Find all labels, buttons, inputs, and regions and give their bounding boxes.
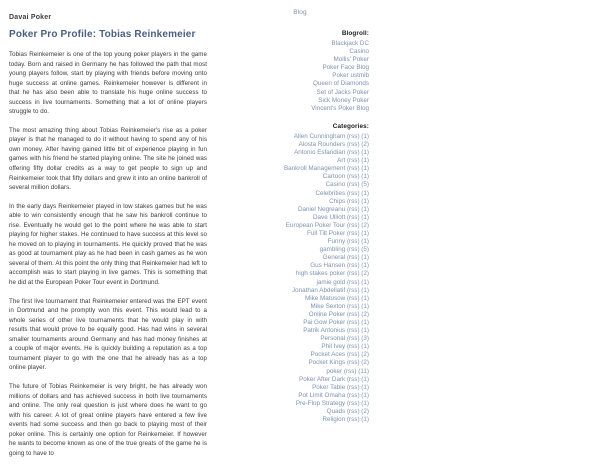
category-link[interactable]: high stakes poker [295,270,346,278]
category-link[interactable]: Casino [325,181,346,189]
category-link[interactable]: Phil Ivey [321,343,346,351]
category-item [243,165,369,173]
category-link[interactable]: Celebrities [315,189,346,197]
site-title: Davai Poker [9,14,52,21]
sidebar [243,30,369,434]
category-count: (1) [361,132,369,140]
category-count: (2) [361,408,369,416]
category-rss-link[interactable]: (rss) [346,246,360,254]
category-rss-link[interactable]: (rss) [346,343,360,351]
blogroll-item [243,72,369,80]
category-item [243,238,369,246]
category-rss-link[interactable]: (rss) [346,173,360,181]
category-count: (1) [361,189,369,197]
category-rss-link[interactable]: (rss) [346,270,360,278]
category-item [243,287,369,295]
category-rss-link[interactable]: (rss) [346,213,360,221]
post-paragraph: The future of Tobias Reinkemeier is very bright, he has already won millions of dollars and has achieved success in both live tournaments and online. The only real question is just where does he want to go with his career. A lot of great online players have entered a few live events had some success and then go back to playing most of their poker online. This is certainly one option for Reinkemeier. If however he wants to become known as one of the true greats of the game he is going to have to [9,382,207,457]
blogroll-item [243,48,369,56]
post-body [9,50,207,458]
category-rss-link[interactable]: (rss) [346,416,360,424]
category-rss-link[interactable]: (rss) [346,165,360,173]
category-item [243,173,369,181]
category-link[interactable]: gambling [319,246,346,254]
category-count: (1) [361,294,369,302]
category-item [243,392,369,400]
nav-link-blog[interactable]: Blog [293,9,307,16]
category-link[interactable]: Antonio Esfandiari [294,149,346,157]
category-count: (1) [361,327,369,335]
blogroll-link[interactable]: Mollis' Poker [333,56,369,64]
category-link[interactable]: Full Tilt Poker [307,229,346,237]
category-item [243,359,369,367]
category-count: (1) [361,213,369,221]
category-count: (2) [361,359,369,367]
category-count: (1) [361,197,369,205]
category-rss-link[interactable]: (rss) [346,391,360,399]
category-link[interactable]: Pre-Flop Strategy [295,399,346,407]
category-item [243,190,369,198]
blogroll-item [243,89,369,97]
category-item [243,303,369,311]
blogroll-link[interactable]: Poker Face Blog [322,64,369,72]
category-link[interactable]: Poker After Dark [299,375,346,383]
top-navigation [0,0,600,19]
category-link[interactable]: Patrik Antonius [303,327,346,335]
category-link[interactable]: Quads [326,408,346,416]
blogroll-item [243,64,369,72]
category-rss-link[interactable]: (rss) [346,383,360,391]
category-rss-link[interactable]: (rss) [346,286,360,294]
category-item [243,157,369,165]
category-item [243,254,369,262]
category-item [243,416,369,424]
blogroll-list [243,40,369,113]
blogroll-link[interactable]: Set of Jacks Poker [316,88,369,96]
category-item [243,400,369,408]
category-count: (1) [361,383,369,391]
category-rss-link[interactable]: (rss) [346,189,360,197]
category-count: (2) [361,270,369,278]
category-rss-link[interactable]: (rss) [346,132,360,140]
blogroll-link[interactable]: Casino [349,48,369,56]
category-rss-link[interactable]: (rss) [346,278,360,286]
category-link[interactable]: Jonathan Abdellatif [291,286,346,294]
category-item [243,214,369,222]
category-count: (1) [361,278,369,286]
post-paragraph: Tobias Reinkemeier is one of the top young poker players in the game today. Born and raised in Germany he has followed the path that most young players follow, start by playing with friends before moving onto huge success at online games. Reinkemeier however is different in that he has also been able to translate his huge online success to success in live tournaments. Something that a lot of online players struggle to do. [9,51,207,116]
category-item [243,384,369,392]
category-count: (5) [361,246,369,254]
blogroll-item [243,56,369,64]
category-link[interactable]: Mike Matusow [304,294,346,302]
blogroll-link[interactable]: Poker ustmib [332,72,369,80]
blogroll-link[interactable]: Queen of Diamonds [312,80,369,88]
category-rss-link[interactable]: (rss) [346,359,360,367]
category-rss-link[interactable]: (rss) [346,140,360,148]
category-link[interactable]: Dave Ulliott [313,213,346,221]
category-count: (1) [361,229,369,237]
category-count: (1) [361,173,369,181]
category-link[interactable]: Allen Cunningham [293,132,346,140]
category-rss-link[interactable]: (rss) [346,375,360,383]
category-item [243,198,369,206]
category-item [243,295,369,303]
blogroll-link[interactable]: Vincent's Poker Blog [311,104,369,112]
category-link[interactable]: Personal [320,335,346,343]
category-count: (1) [361,302,369,310]
post-paragraph: The first live tournament that Reinkemeier entered was the EPT event in Dortmund and he promptly won this event. This would lead to a whole series of other live tournaments that he would play in with results that would prove to be equally good. Has had wins in several smaller tournaments around Germany and has had money finishes at a couple of major events. He is quickly building a reputation as a top tournament player to go with the one that he already has as a top online player. [9,297,207,372]
post-paragraph: In the early days Reinkemeier played in low stakes games but he was able to win consistently enough that he saw his bankroll continue to rise. Eventually he would get to the point where he was able to start playing for higher stakes. He continued to have success at this level so he moved on to playing in tournaments. He quickly proved that he was as good at tournament play as he had been in cash games as he won several of them. At this point the only thing that Reinkemeier had left to accomplish was to start playing in live games. This is something that he did at the European Poker Tour event in Dortmund. [9,202,207,287]
category-link[interactable]: poker [326,367,343,375]
category-rss-link[interactable]: (rss) [343,367,357,375]
category-link[interactable]: Online Poker [308,310,346,318]
category-count: (1) [361,416,369,424]
category-link[interactable]: Funny [327,238,346,246]
category-item [243,230,369,238]
category-link[interactable]: Mike Sexton [310,302,346,310]
blogroll-link[interactable]: Blackjack DC [331,40,369,47]
category-count: (1) [361,286,369,294]
category-item [243,206,369,214]
category-rss-link[interactable]: (rss) [346,319,360,326]
category-item [243,246,369,254]
category-rss-link[interactable]: (rss) [346,351,360,359]
category-item [243,368,369,376]
category-item [243,376,369,384]
category-item [243,343,369,351]
blogroll-item [243,40,369,48]
category-item [243,335,369,343]
category-count: (1) [361,319,369,326]
category-link[interactable]: General [322,254,346,262]
category-item [243,149,369,157]
category-rss-link[interactable]: (rss) [346,262,360,270]
blogroll-item [243,97,369,105]
category-count: (1) [361,238,369,246]
category-rss-link[interactable]: (rss) [346,221,360,229]
categories-widget [243,123,369,424]
category-item [243,133,369,141]
category-count: (1) [361,157,369,165]
category-link[interactable]: Alosta Rounders [298,140,346,148]
category-item [243,351,369,359]
category-count: (3) [361,335,369,343]
category-rss-link[interactable]: (rss) [346,294,360,302]
categories-title: Categories: [332,122,369,130]
category-link[interactable]: Bankroll Management [283,165,346,173]
category-rss-link[interactable]: (rss) [346,157,360,165]
category-link[interactable]: Religion [322,416,346,424]
category-rss-link[interactable]: (rss) [346,399,360,407]
category-item [243,311,369,319]
category-rss-link[interactable]: (rss) [346,197,360,205]
category-count: (11) [358,367,369,375]
category-link[interactable]: Art [337,157,346,165]
category-link[interactable]: Daniel Negreanu [297,205,346,213]
category-item [243,222,369,230]
category-rss-link[interactable]: (rss) [346,327,360,335]
category-count: (1) [361,149,369,157]
category-rss-link[interactable]: (rss) [346,335,360,343]
category-item [243,270,369,278]
post-paragraph: The most amazing thing about Tobias Reinkemeier's rise as a poker player is that he managed to do it without having to spend any of his own money. After having gained little bit of experience playing in fun games with his friend he started playing online. The site he joined was offering fifty dollar credits as a way to get people to sign up and Reinkemeier took that fifty dollars and grew it into an online bankroll of several million dollars. [9,126,207,192]
category-link[interactable]: Pot Limit Omaha [298,391,346,399]
blogroll-item [243,105,369,113]
category-rss-link[interactable]: (rss) [346,205,360,213]
category-item [243,408,369,416]
blogroll-widget [243,30,369,113]
category-rss-link[interactable]: (rss) [346,229,360,237]
categories-list [243,133,369,424]
category-link[interactable]: Chips [329,197,346,205]
category-link[interactable]: Gus Hansen [310,262,346,270]
category-item [243,181,369,189]
category-rss-link[interactable]: (rss) [346,254,360,262]
category-item [243,319,369,327]
category-link[interactable]: Pocket Aces [310,351,346,359]
category-link[interactable]: jamie gold [316,278,346,286]
category-count: (1) [361,262,369,270]
category-rss-link[interactable]: (rss) [346,310,360,318]
category-rss-link[interactable]: (rss) [346,238,360,246]
category-count: (1) [361,254,369,262]
category-count: (1) [361,343,369,351]
category-count: (1) [361,399,369,407]
category-count: (1) [361,375,369,383]
post-title: Poker Pro Profile: Tobias Reinkemeier [9,29,196,40]
blogroll-title: Blogroll: [341,30,369,37]
category-item [243,141,369,149]
blogroll-item [243,80,369,88]
category-link[interactable]: Cartoon [322,173,346,181]
category-rss-link[interactable]: (rss) [346,408,360,416]
category-link[interactable]: European Poker Tour [285,221,346,229]
category-count: (2) [361,140,369,148]
category-item [243,279,369,287]
category-count: (2) [361,351,369,359]
category-link[interactable]: Poker Table [312,383,346,391]
category-item [243,262,369,270]
category-count: (2) [361,310,369,318]
category-link[interactable]: Pocket Kings [308,359,346,367]
category-link[interactable]: Pai Gow Poker [303,319,346,326]
category-count: (5) [361,181,369,189]
category-count: (1) [361,391,369,399]
category-rss-link[interactable]: (rss) [346,149,360,157]
category-rss-link[interactable]: (rss) [346,181,360,189]
category-rss-link[interactable]: (rss) [346,302,360,310]
category-item [243,327,369,335]
category-count: (2) [361,221,369,229]
category-count: (1) [361,205,369,213]
article-column [9,29,207,467]
category-count: (1) [361,165,369,173]
blogroll-link[interactable]: Sick Money Poker [318,96,369,104]
